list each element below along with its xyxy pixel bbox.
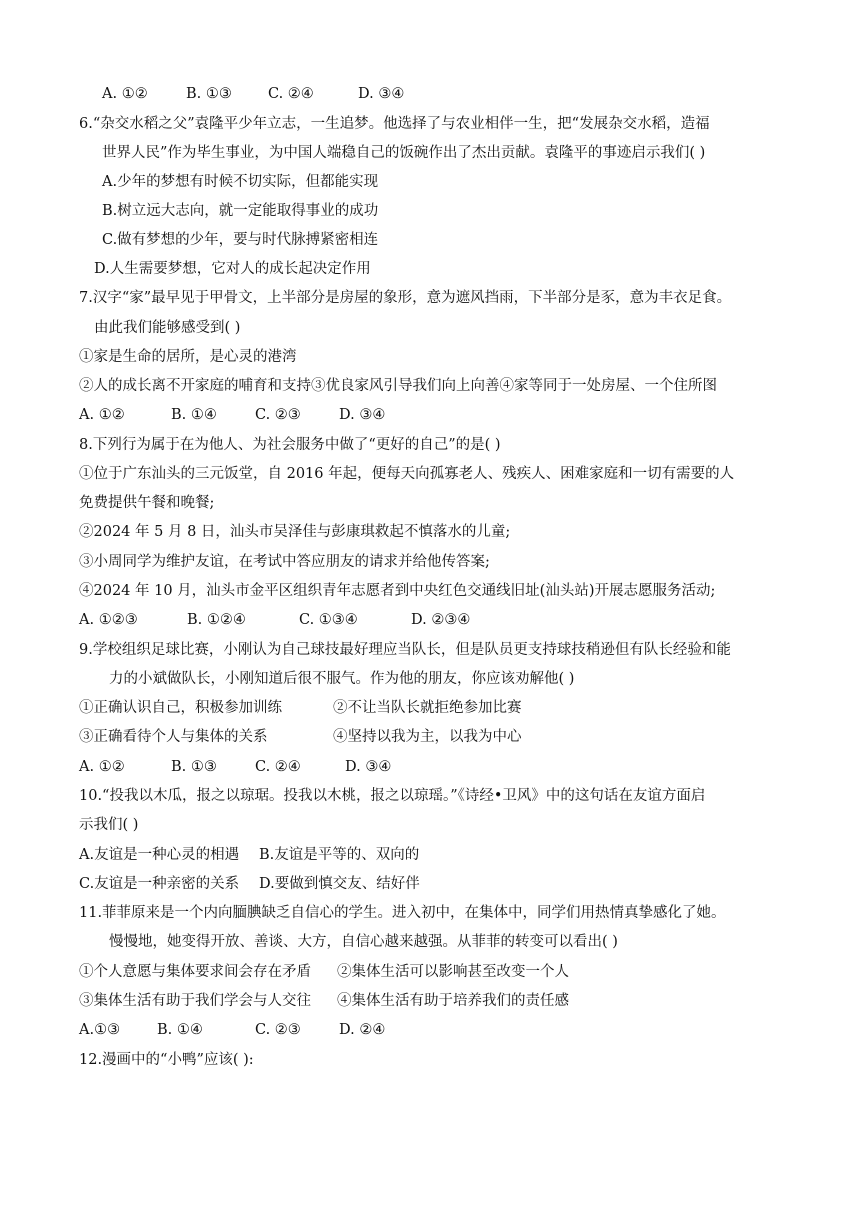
q10-option-d: D.要做到慎交友、结好伴 (259, 876, 420, 892)
q10-option-a: A.友谊是一种心灵的相遇 (79, 847, 240, 863)
q8-item-2: ②2024 年 5 月 8 日，汕头市吴泽佳与彭康琪救起不慎落水的儿童; (79, 524, 511, 540)
q5-option-b: B. ①③ (186, 86, 232, 102)
q8-option-c: C. ①③④ (299, 612, 358, 628)
q6-option-d: D.人生需要梦想，它对人的成长起决定作用 (94, 261, 371, 277)
q11-item-2: ②集体生活可以影响甚至改变一个人 (337, 964, 569, 980)
q7-option-c: C. ②③ (255, 407, 301, 423)
q9-items-row-2 (79, 727, 522, 747)
q11-options (79, 1020, 385, 1040)
q11-item-3: ③集体生活有助于我们学会与人交往 (79, 993, 311, 1009)
q9-option-a: A. ①② (79, 759, 125, 775)
q10-option-c: C.友谊是一种亲密的关系 (79, 876, 240, 892)
q11-item-4: ④集体生活有助于培养我们的责任感 (337, 993, 569, 1009)
q7-stem-line-1: 7.汉字“家”最早见于甲骨文，上半部分是房屋的象形，意为遮风挡雨，下半部分是豕，意为丰衣足食。 (79, 290, 732, 306)
q9-items-row-1 (79, 698, 522, 718)
q7-item-1: ①家是生命的居所，是心灵的港湾 (79, 349, 297, 365)
q9-item-1: ①正确认识自己，积极参加训练 (79, 700, 282, 716)
q5-option-c: C. ②④ (268, 86, 314, 102)
q8-item-3: ③小周同学为维护友谊，在考试中答应朋友的请求并给他传答案; (79, 554, 490, 570)
q9-stem-line-1: 9.学校组织足球比赛，小刚认为自己球技最好理应当队长，但是队员更支持球技稍逊但有队长经验和能 (79, 642, 731, 658)
q6-stem-line-2: 世界人民”作为毕生事业，为中国人端稳自己的饭碗作出了杰出贡献。袁隆平的事迹启示我们( ) (102, 145, 706, 161)
q9-option-c: C. ②④ (255, 759, 301, 775)
q9-option-d: D. ③④ (345, 759, 392, 775)
q10-options-row-1 (79, 845, 419, 865)
q5-options (102, 84, 404, 104)
q9-item-2: ②不让当队长就拒绝参加比赛 (333, 700, 522, 716)
q5-option-a: A. ①② (102, 86, 148, 102)
q10-stem-line-1: 10.“投我以木瓜，报之以琼琚。投我以木桃，报之以琼瑶。”《诗经•卫风》中的这句话在友谊方面启 (79, 788, 706, 804)
q6-option-a: A.少年的梦想有时候不切实际，但都能实现 (102, 174, 379, 190)
q8-item-4: ④2024 年 10 月，汕头市金平区组织青年志愿者到中央红色交通线旧址(汕头站)开展志愿服务活动; (79, 583, 716, 599)
q11-items-row-2 (79, 991, 569, 1011)
q6-stem-line-1: 6.“杂交水稻之父”袁隆平少年立志，一生追梦。他选择了与农业相伴一生，把“发展杂交水稻，造福 (79, 116, 710, 132)
q10-options-row-2 (79, 874, 420, 894)
q8-option-a: A. ①②③ (79, 612, 138, 628)
q7-item-2: ②人的成长离不开家庭的哺育和支持③优良家风引导我们向上向善④家等同于一处房屋、一个住所图 (79, 378, 717, 394)
q8-option-d: D. ②③④ (411, 612, 471, 628)
q8-item-1-line-2: 免费提供午餐和晚餐; (79, 495, 215, 511)
q11-option-d: D. ②④ (339, 1022, 386, 1038)
q11-option-b: B. ①④ (157, 1022, 203, 1038)
q9-option-b: B. ①③ (171, 759, 217, 775)
q7-option-b: B. ①④ (171, 407, 217, 423)
q8-stem: 8.下列行为属于在为他人、为社会服务中做了“更好的自己”的是( ) (79, 437, 501, 453)
q8-option-b: B. ①②④ (187, 612, 246, 628)
q9-options (79, 757, 391, 777)
q11-item-1: ①个人意愿与集体要求间会存在矛盾 (79, 964, 311, 980)
q10-option-b: B.友谊是平等的、双向的 (259, 847, 420, 863)
q11-stem-line-2: 慢慢地，她变得开放、善谈、大方，自信心越来越强。从菲菲的转变可以看出( ) (109, 934, 618, 950)
q8-item-1-line-1: ①位于广东汕头的三元饭堂，自 2016 年起，便每天向孤寡老人、残疾人、困难家庭和一切有需要的人 (79, 466, 735, 482)
q7-stem-line-2: 由此我们能够感受到( ) (94, 320, 241, 336)
q11-option-c: C. ②③ (255, 1022, 301, 1038)
q7-options (79, 405, 385, 425)
q6-option-b: B.树立远大志向，就一定能取得事业的成功 (102, 203, 379, 219)
q9-stem-line-2: 力的小斌做队长，小刚知道后很不服气。作为他的朋友，你应该劝解他( ) (109, 671, 575, 687)
q5-option-d: D. ③④ (358, 86, 405, 102)
q9-item-4: ④坚持以我为主，以我为中心 (333, 729, 522, 745)
q12-stem: 12.漫画中的“小鸭”应该( ): (79, 1052, 254, 1068)
q7-option-a: A. ①② (79, 407, 125, 423)
q11-option-a: A.①③ (79, 1022, 121, 1038)
q11-items-row-1 (79, 962, 569, 982)
q6-option-c: C.做有梦想的少年，要与时代脉搏紧密相连 (102, 232, 379, 248)
q10-stem-line-2: 示我们( ) (79, 817, 139, 833)
q9-item-3: ③正确看待个人与集体的关系 (79, 729, 268, 745)
q11-stem-line-1: 11.菲菲原来是一个内向腼腆缺乏自信心的学生。进入初中，在集体中，同学们用热情真挚感化了她。 (79, 905, 726, 921)
q8-options (79, 610, 470, 630)
q7-option-d: D. ③④ (339, 407, 386, 423)
